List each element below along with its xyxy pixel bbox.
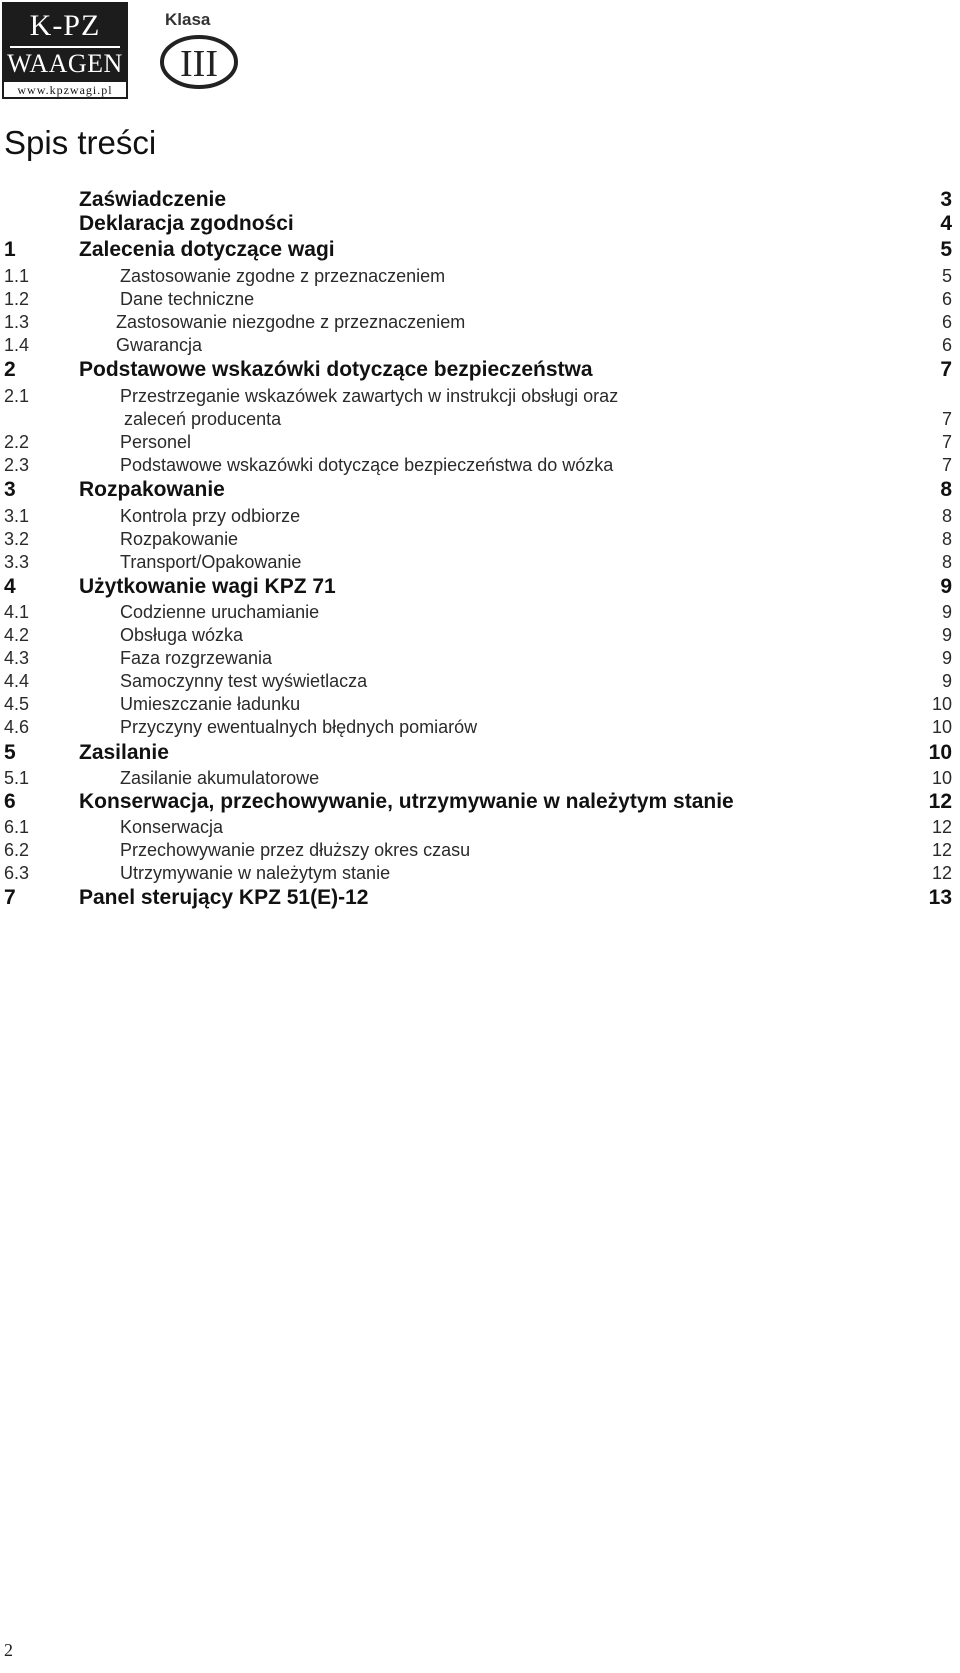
toc-page: 5 bbox=[940, 238, 952, 261]
toc-page: 7 bbox=[940, 358, 952, 381]
toc-label: Użytkowanie wagi KPZ 71 bbox=[79, 575, 336, 598]
toc-label: Gwarancja bbox=[116, 335, 203, 355]
toc-label: Przyczyny ewentualnych błędnych pomiarów bbox=[120, 717, 478, 737]
toc-label: zaleceń producenta bbox=[124, 409, 282, 429]
toc-row[interactable] bbox=[0, 188, 960, 212]
toc-row[interactable] bbox=[0, 692, 960, 716]
toc-row[interactable] bbox=[0, 600, 960, 624]
toc-page: 9 bbox=[941, 671, 952, 691]
toc-number: 4.2 bbox=[4, 625, 30, 645]
toc-page: 6 bbox=[941, 312, 952, 332]
toc-row[interactable] bbox=[0, 527, 960, 551]
toc-page: 10 bbox=[931, 717, 952, 737]
class-badge-roman: III bbox=[180, 43, 218, 85]
toc-page: 12 bbox=[931, 863, 952, 883]
toc-label: Obsługa wózka bbox=[120, 625, 244, 645]
toc-row[interactable] bbox=[0, 264, 960, 288]
toc-row[interactable] bbox=[0, 238, 960, 262]
toc-row[interactable] bbox=[0, 287, 960, 311]
toc-row[interactable] bbox=[0, 504, 960, 528]
toc-row[interactable] bbox=[0, 478, 960, 502]
toc-label: Zalecenia dotyczące wagi bbox=[79, 238, 335, 261]
toc-number: 6.1 bbox=[4, 817, 30, 837]
toc-row[interactable] bbox=[0, 550, 960, 574]
toc-label: Umieszczanie ładunku bbox=[120, 694, 301, 714]
toc-page: 9 bbox=[941, 602, 952, 622]
toc-number: 2.1 bbox=[4, 386, 30, 406]
toc-label: Faza rozgrzewania bbox=[120, 648, 273, 668]
toc-number: 6.3 bbox=[4, 863, 30, 883]
toc-number: 1.2 bbox=[4, 289, 30, 309]
toc-number: 4.3 bbox=[4, 648, 30, 668]
toc-row[interactable] bbox=[0, 453, 960, 477]
toc-page: 8 bbox=[940, 478, 952, 501]
class-badge bbox=[155, 10, 243, 90]
toc-page: 5 bbox=[941, 266, 952, 286]
toc-row[interactable] bbox=[0, 669, 960, 693]
toc-number: 4.5 bbox=[4, 694, 30, 714]
toc-label: Codzienne uruchamianie bbox=[120, 602, 320, 622]
toc-number: 5 bbox=[4, 741, 16, 764]
toc-number: 4 bbox=[4, 575, 16, 598]
toc-label: Personel bbox=[120, 432, 192, 452]
toc-page: 6 bbox=[941, 335, 952, 355]
kpz-waagen-logo bbox=[2, 2, 128, 99]
toc-label: Samoczynny test wyświetlacza bbox=[120, 671, 368, 691]
toc-number: 5.1 bbox=[4, 768, 30, 788]
toc-label: Podstawowe wskazówki dotyczące bezpieczeństwa do wózka bbox=[120, 455, 614, 475]
toc-row[interactable] bbox=[0, 430, 960, 454]
class-iii-oval-icon bbox=[159, 34, 239, 90]
toc-row[interactable] bbox=[0, 384, 960, 408]
toc-row[interactable] bbox=[0, 575, 960, 599]
toc-page: 13 bbox=[928, 886, 952, 909]
toc-row[interactable] bbox=[0, 407, 960, 431]
logo-line2: WAAGEN bbox=[7, 49, 123, 78]
toc-label: Przestrzeganie wskazówek zawartych w instrukcji obsługi oraz bbox=[120, 386, 619, 406]
toc-number: 4.6 bbox=[4, 717, 30, 737]
toc-label: Przechowywanie przez dłuższy okres czasu bbox=[120, 840, 471, 860]
toc-label: Zasilanie bbox=[79, 741, 169, 764]
toc-row[interactable] bbox=[0, 815, 960, 839]
toc-page: 8 bbox=[941, 552, 952, 572]
logo-line1: K-PZ bbox=[29, 9, 101, 42]
toc-page: 10 bbox=[931, 694, 952, 714]
class-badge-label: Klasa bbox=[165, 10, 211, 29]
toc-row[interactable] bbox=[0, 715, 960, 739]
toc-row[interactable] bbox=[0, 358, 960, 382]
logo-url: www.kpzwagi.pl bbox=[17, 83, 113, 97]
logo-divider bbox=[10, 46, 120, 48]
toc-page: 12 bbox=[928, 790, 952, 813]
logo-box bbox=[4, 4, 126, 82]
toc-page: 9 bbox=[940, 575, 952, 598]
toc-row[interactable] bbox=[0, 623, 960, 647]
toc-page: 8 bbox=[941, 506, 952, 526]
toc-number: 7 bbox=[4, 886, 16, 909]
toc-row[interactable] bbox=[0, 646, 960, 670]
toc-label: Panel sterujący KPZ 51(E)-12 bbox=[79, 886, 369, 909]
toc-number: 1.4 bbox=[4, 335, 30, 355]
toc-page: 3 bbox=[940, 188, 952, 211]
toc-row[interactable] bbox=[0, 790, 960, 814]
toc-number: 1.3 bbox=[4, 312, 30, 332]
toc-row[interactable] bbox=[0, 861, 960, 885]
toc-page: 10 bbox=[928, 741, 952, 764]
toc-number: 3.2 bbox=[4, 529, 30, 549]
toc-number: 3.1 bbox=[4, 506, 30, 526]
toc-number: 3 bbox=[4, 478, 16, 501]
toc-label: Konserwacja bbox=[120, 817, 224, 837]
toc-label: Konserwacja, przechowywanie, utrzymywanie w należytym stanie bbox=[79, 790, 734, 813]
toc-row[interactable] bbox=[0, 838, 960, 862]
toc-label: Transport/Opakowanie bbox=[120, 552, 302, 572]
page-title: Spis treści bbox=[4, 124, 157, 161]
toc-row[interactable] bbox=[0, 212, 960, 236]
toc-label: Zastosowanie niezgodne z przeznaczeniem bbox=[116, 312, 466, 332]
toc-page: 10 bbox=[931, 768, 952, 788]
toc-page: 12 bbox=[931, 840, 952, 860]
toc-label: Zaświadczenie bbox=[79, 188, 227, 211]
toc-row[interactable] bbox=[0, 333, 960, 357]
page-number: 2 bbox=[4, 1640, 13, 1660]
toc-page: 12 bbox=[931, 817, 952, 837]
toc-number: 1.1 bbox=[4, 266, 30, 286]
toc-number: 6.2 bbox=[4, 840, 30, 860]
toc-row[interactable] bbox=[0, 886, 960, 910]
toc-number: 1 bbox=[4, 238, 16, 261]
toc-label: Kontrola przy odbiorze bbox=[120, 506, 301, 526]
toc-number: 4.4 bbox=[4, 671, 30, 691]
toc-label: Zasilanie akumulatorowe bbox=[120, 768, 320, 788]
toc-number: 3.3 bbox=[4, 552, 30, 572]
toc-row[interactable] bbox=[0, 310, 960, 334]
toc-row[interactable] bbox=[0, 766, 960, 790]
toc-page: 7 bbox=[941, 409, 952, 429]
toc-number: 2.3 bbox=[4, 455, 30, 475]
toc-number: 2 bbox=[4, 358, 16, 381]
toc-label: Zastosowanie zgodne z przeznaczeniem bbox=[120, 266, 446, 286]
toc-label: Rozpakowanie bbox=[79, 478, 225, 501]
toc-label: Podstawowe wskazówki dotyczące bezpieczeństwa bbox=[79, 358, 593, 381]
toc-label: Deklaracja zgodności bbox=[79, 212, 294, 235]
toc-label: Dane techniczne bbox=[120, 289, 255, 309]
toc-row[interactable] bbox=[0, 741, 960, 765]
toc-number: 6 bbox=[4, 790, 16, 813]
toc-page: 7 bbox=[941, 455, 952, 475]
toc-page: 6 bbox=[941, 289, 952, 309]
toc-page: 9 bbox=[941, 648, 952, 668]
toc-number: 4.1 bbox=[4, 602, 30, 622]
toc-label: Utrzymywanie w należytym stanie bbox=[120, 863, 391, 883]
toc-page: 7 bbox=[941, 432, 952, 452]
toc-page: 9 bbox=[941, 625, 952, 645]
toc-number: 2.2 bbox=[4, 432, 30, 452]
toc-label: Rozpakowanie bbox=[120, 529, 239, 549]
toc-page: 4 bbox=[940, 212, 952, 235]
toc-page: 8 bbox=[941, 529, 952, 549]
